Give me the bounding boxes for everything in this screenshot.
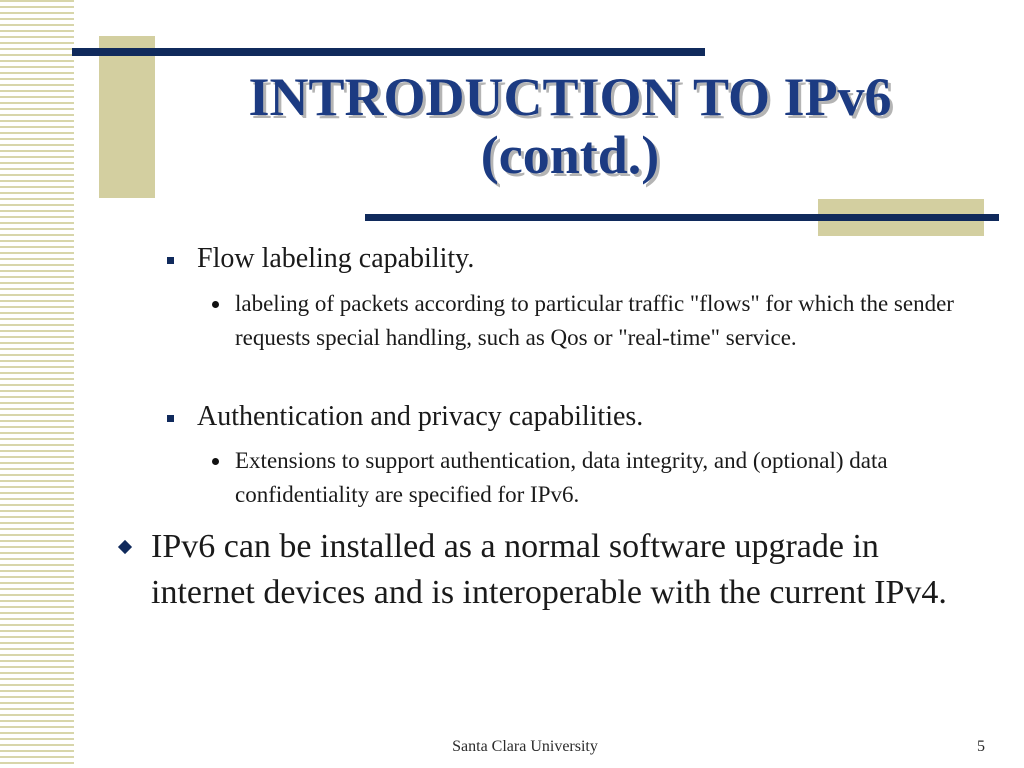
bullet-text: Flow labeling capability. [197, 243, 475, 274]
title-rule-bottom [365, 214, 999, 221]
footer-organization: Santa Clara University [452, 738, 598, 755]
square-bullet-icon [167, 257, 174, 264]
bullet-authentication [165, 401, 985, 433]
title-rule-top [72, 48, 705, 56]
sub-bullet-text: Extensions to support authentication, data integrity, and (optional) data confidentiality are specified for IPv6. [235, 448, 888, 507]
title-line-1: INTRODUCTION TO IPv6 [248, 67, 892, 127]
sub-bullet-auth-detail [210, 444, 1000, 512]
bullet-text: Authentication and privacy capabilities. [197, 401, 644, 432]
slide-title [150, 68, 990, 184]
title-line-2: (contd.) [480, 125, 660, 185]
bullet-flow-labeling [165, 243, 985, 275]
round-bullet-icon [212, 301, 219, 308]
square-bullet-icon [167, 415, 174, 422]
main-bullet-text: IPv6 can be installed as a normal software upgrade in internet devices and is interoperable with the current IPv4. [151, 528, 947, 611]
bullet-main-point [118, 524, 978, 616]
left-stripe-decoration [0, 0, 74, 768]
round-bullet-icon [212, 458, 219, 465]
sub-bullet-text: labeling of packets according to particular traffic "flows" for which the sender requests special handling, such as Qos or "real-time" service. [235, 291, 954, 350]
page-number: 5 [977, 738, 985, 755]
sub-bullet-flow-detail [210, 287, 990, 355]
decorative-block-top [99, 36, 155, 198]
